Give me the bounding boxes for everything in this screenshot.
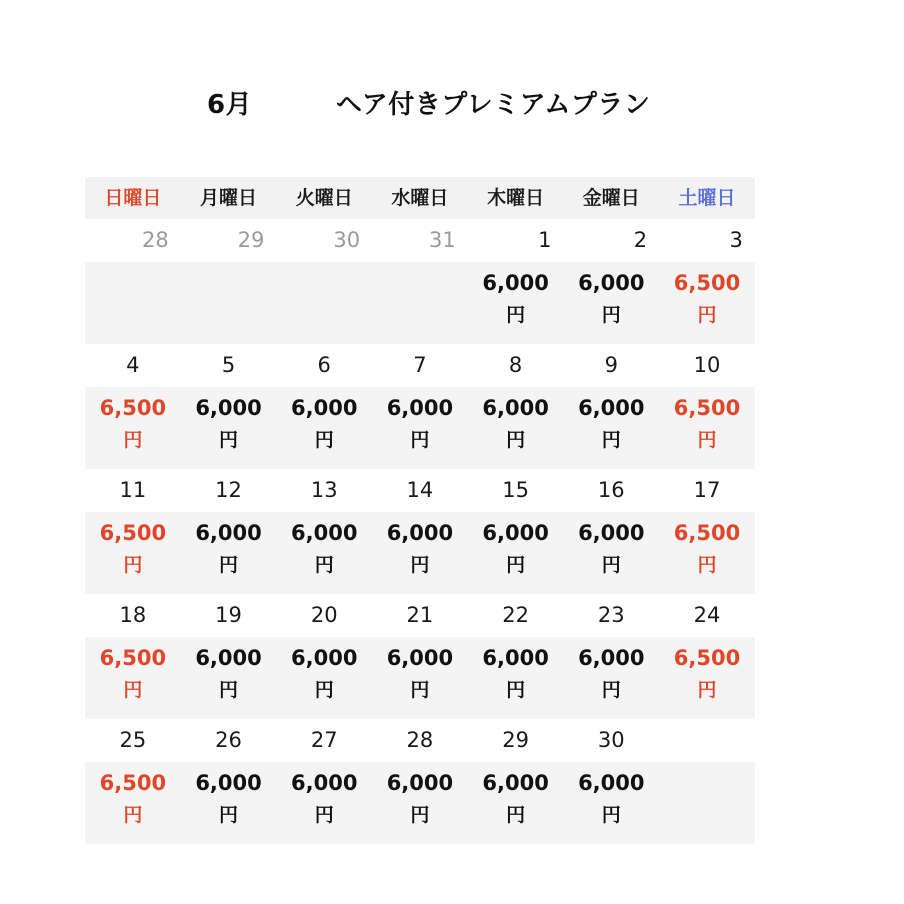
day-price-cell[interactable] <box>372 512 468 594</box>
price-amount: 6,000 <box>195 396 262 420</box>
day-price-cell[interactable] <box>468 262 564 344</box>
weekday-header-row <box>85 177 755 219</box>
price-currency: 円 <box>506 804 526 826</box>
weekday-header-friday: 金曜日 <box>582 187 640 209</box>
price-amount: 6,000 <box>482 271 549 295</box>
day-price-cell[interactable] <box>181 637 277 719</box>
price-currency: 円 <box>506 679 526 701</box>
day-price-cell <box>85 262 181 344</box>
price-amount: 6,000 <box>386 521 454 545</box>
day-number[interactable]: 8 <box>508 353 523 377</box>
day-price-cell[interactable] <box>659 637 755 719</box>
day-price-cell[interactable] <box>276 387 372 469</box>
day-number[interactable]: 25 <box>119 728 147 752</box>
day-price-cell[interactable] <box>181 762 277 844</box>
prev-month-date: 31 <box>429 228 456 252</box>
day-number[interactable]: 15 <box>502 478 529 502</box>
day-number[interactable]: 14 <box>406 478 434 502</box>
title-row <box>0 80 904 124</box>
day-number[interactable]: 10 <box>693 353 721 377</box>
day-price-cell[interactable] <box>563 262 659 344</box>
price-row <box>85 637 755 719</box>
price-currency: 円 <box>410 679 430 701</box>
day-price-cell[interactable] <box>85 762 181 844</box>
day-price-cell[interactable] <box>659 262 755 344</box>
day-price-cell[interactable] <box>372 637 468 719</box>
price-amount: 6,000 <box>291 646 358 670</box>
price-currency: 円 <box>506 304 526 326</box>
weekday-header-thursday: 木曜日 <box>487 187 545 209</box>
day-number[interactable]: 27 <box>310 728 338 752</box>
date-row <box>85 344 755 387</box>
day-number[interactable]: 2 <box>633 228 648 252</box>
price-amount: 6,000 <box>291 521 358 545</box>
day-number[interactable]: 30 <box>597 728 625 752</box>
day-price-cell[interactable] <box>276 762 372 844</box>
price-currency: 円 <box>123 804 143 826</box>
price-amount: 6,000 <box>482 771 549 795</box>
price-amount: 6,000 <box>291 396 358 420</box>
price-amount: 6,000 <box>578 521 645 545</box>
day-price-cell[interactable] <box>563 387 659 469</box>
calendar-week <box>85 344 755 469</box>
price-currency: 円 <box>601 804 621 826</box>
price-currency: 円 <box>314 554 334 576</box>
day-price-cell[interactable] <box>468 512 564 594</box>
day-price-cell[interactable] <box>563 762 659 844</box>
day-number[interactable]: 16 <box>597 478 625 502</box>
day-number[interactable]: 9 <box>604 353 618 377</box>
price-currency: 円 <box>123 554 143 576</box>
day-number[interactable]: 28 <box>406 728 434 752</box>
price-currency: 円 <box>601 554 621 576</box>
price-amount: 6,500 <box>673 271 741 295</box>
day-number[interactable]: 23 <box>597 603 625 627</box>
date-row <box>85 719 755 762</box>
day-number[interactable]: 20 <box>310 603 338 627</box>
price-amount: 6,000 <box>291 771 358 795</box>
price-currency: 円 <box>219 679 239 701</box>
price-amount: 6,000 <box>386 646 454 670</box>
price-currency: 円 <box>697 429 717 451</box>
day-price-cell[interactable] <box>563 512 659 594</box>
price-currency: 円 <box>601 679 621 701</box>
date-row <box>85 219 755 262</box>
day-number[interactable]: 11 <box>119 478 147 502</box>
calendar-weeks <box>85 219 755 844</box>
price-currency: 円 <box>314 679 334 701</box>
day-price-cell[interactable] <box>181 387 277 469</box>
price-amount: 6,500 <box>673 521 741 545</box>
price-currency: 円 <box>219 429 239 451</box>
day-number[interactable]: 6 <box>317 353 331 377</box>
day-price-cell[interactable] <box>659 512 755 594</box>
price-amount: 6,000 <box>578 396 645 420</box>
date-row <box>85 469 755 512</box>
calendar-week <box>85 594 755 719</box>
day-price-cell <box>372 262 468 344</box>
day-price-cell <box>659 762 755 844</box>
calendar-week <box>85 469 755 594</box>
price-amount: 6,000 <box>482 646 549 670</box>
price-currency: 円 <box>601 429 621 451</box>
day-number[interactable]: 13 <box>310 478 338 502</box>
prev-month-date: 30 <box>333 228 361 252</box>
day-number[interactable]: 5 <box>221 353 236 377</box>
day-number[interactable]: 29 <box>502 728 529 752</box>
price-row <box>85 262 755 344</box>
price-amount: 6,000 <box>195 771 262 795</box>
day-price-cell[interactable] <box>276 637 372 719</box>
day-price-cell <box>181 262 277 344</box>
price-amount: 6,000 <box>578 771 645 795</box>
day-number[interactable]: 21 <box>406 603 434 627</box>
day-number <box>659 719 755 762</box>
day-number[interactable]: 4 <box>126 353 140 377</box>
weekday-header-saturday: 土曜日 <box>678 187 736 209</box>
calendar-week <box>85 719 755 844</box>
price-amount: 6,500 <box>99 521 167 545</box>
price-amount: 6,000 <box>386 396 454 420</box>
price-amount: 6,000 <box>195 521 262 545</box>
price-amount: 6,000 <box>386 771 454 795</box>
calendar-week <box>85 219 755 344</box>
weekday-header-sunday: 日曜日 <box>104 187 162 209</box>
price-currency: 円 <box>219 554 239 576</box>
price-currency: 円 <box>123 679 143 701</box>
day-number[interactable]: 26 <box>215 728 242 752</box>
day-price-cell[interactable] <box>85 512 181 594</box>
day-number[interactable]: 19 <box>215 603 242 627</box>
price-currency: 円 <box>219 804 239 826</box>
day-price-cell[interactable] <box>276 512 372 594</box>
day-price-cell[interactable] <box>372 762 468 844</box>
day-price-cell[interactable] <box>468 387 564 469</box>
price-currency: 円 <box>123 429 143 451</box>
price-currency: 円 <box>410 804 430 826</box>
price-amount: 6,500 <box>99 646 167 670</box>
price-currency: 円 <box>506 554 526 576</box>
price-currency: 円 <box>314 429 334 451</box>
price-amount: 6,000 <box>482 521 549 545</box>
price-amount: 6,500 <box>673 646 741 670</box>
weekday-header-tuesday: 火曜日 <box>295 187 353 209</box>
day-price-cell[interactable] <box>468 637 564 719</box>
price-amount: 6,000 <box>578 271 645 295</box>
day-price-cell[interactable] <box>85 637 181 719</box>
calendar <box>85 177 755 844</box>
price-row <box>85 387 755 469</box>
price-amount: 6,000 <box>482 396 549 420</box>
day-price-cell[interactable] <box>372 387 468 469</box>
plan-title: ヘア付きプレミアムプラン <box>336 90 651 120</box>
day-number[interactable]: 12 <box>215 478 242 502</box>
price-currency: 円 <box>410 554 430 576</box>
price-currency: 円 <box>601 304 621 326</box>
price-row <box>85 512 755 594</box>
day-number[interactable]: 17 <box>693 478 721 502</box>
price-amount: 6,500 <box>99 396 167 420</box>
price-amount: 6,000 <box>195 646 262 670</box>
day-price-cell <box>276 262 372 344</box>
day-price-cell[interactable] <box>181 512 277 594</box>
price-row <box>85 762 755 844</box>
price-currency: 円 <box>314 804 334 826</box>
day-price-cell[interactable] <box>85 387 181 469</box>
price-currency: 円 <box>410 429 430 451</box>
prev-month-date: 29 <box>237 228 265 252</box>
weekday-header-wednesday: 水曜日 <box>391 187 449 209</box>
day-number[interactable]: 7 <box>413 353 427 377</box>
price-amount: 6,500 <box>99 771 167 795</box>
day-number[interactable]: 18 <box>119 603 147 627</box>
price-amount: 6,000 <box>578 646 645 670</box>
day-number[interactable]: 22 <box>502 603 529 627</box>
price-currency: 円 <box>697 304 717 326</box>
day-price-cell[interactable] <box>659 387 755 469</box>
weekday-header-monday: 月曜日 <box>200 187 258 209</box>
price-amount: 6,500 <box>673 396 741 420</box>
date-row <box>85 594 755 637</box>
day-number[interactable]: 3 <box>729 228 743 252</box>
price-currency: 円 <box>697 679 717 701</box>
price-currency: 円 <box>697 554 717 576</box>
price-currency: 円 <box>506 429 526 451</box>
prev-month-date: 28 <box>141 228 169 252</box>
day-number[interactable]: 1 <box>538 228 552 252</box>
day-number[interactable]: 24 <box>693 603 721 627</box>
day-price-cell[interactable] <box>468 762 564 844</box>
day-price-cell[interactable] <box>563 637 659 719</box>
month-title: 6月 <box>207 90 253 120</box>
